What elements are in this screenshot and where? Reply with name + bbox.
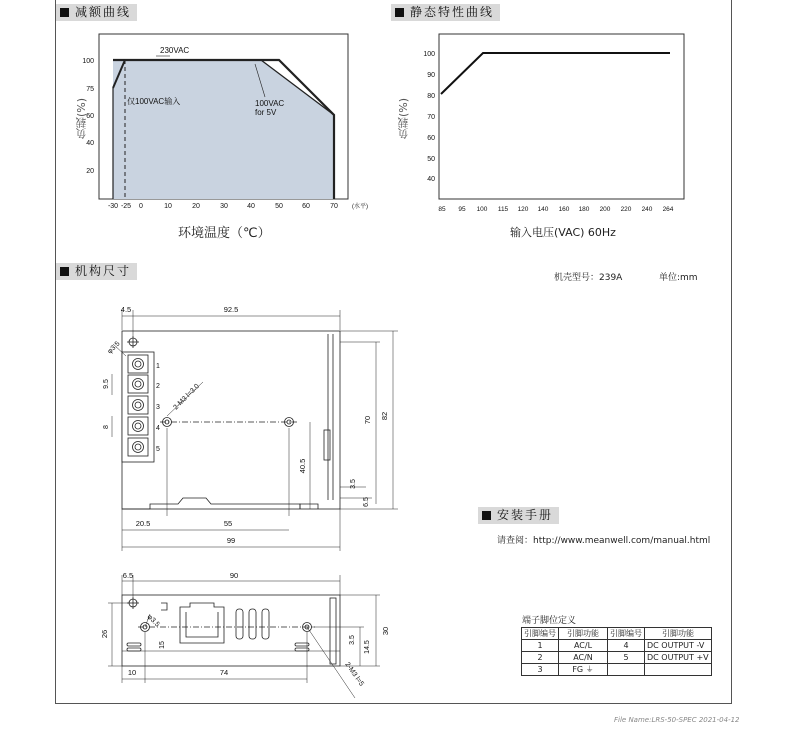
y-tick-label: 75 [86, 86, 94, 93]
dim-30: 30 [381, 626, 390, 636]
pin-5-label: 5 [156, 446, 160, 453]
x-tick-label: 50 [275, 203, 283, 210]
table-cell: 1 [522, 640, 559, 652]
install-title-text: 安装手册 [497, 508, 554, 522]
table-cell: AC/N [559, 652, 608, 664]
label-100vac: 100VAC [255, 99, 285, 108]
x-tick-label: -30 [107, 203, 119, 210]
vent-slot [262, 609, 269, 639]
derating-title-text: 减额曲线 [75, 5, 132, 19]
dim-55: 55 [223, 519, 233, 528]
x-tick-label: 264 [662, 206, 674, 213]
dim-3-5: 3.5 [350, 479, 357, 489]
side-outline [122, 595, 340, 666]
dim-82: 82 [380, 411, 389, 421]
x-tick-label: 10 [164, 203, 172, 210]
dim-74: 74 [219, 668, 229, 677]
dim-9-5: 9.5 [103, 379, 110, 389]
dim-40-5: 40.5 [298, 458, 307, 474]
vent-slot [127, 643, 141, 646]
dim-14-5: 14.5 [364, 640, 371, 654]
vent-slot [249, 609, 256, 639]
header-pin-no: 引脚编号 [608, 628, 645, 640]
y-tick-label: 100 [423, 51, 435, 58]
table-cell: FG ⏚ [559, 664, 608, 676]
vent-slot [236, 609, 243, 639]
static-title-text: 静态特性曲线 [410, 5, 495, 19]
pin-2-label: 2 [156, 383, 160, 390]
y-tick-label: 50 [427, 156, 435, 163]
x-tick-label: 100 [476, 206, 488, 213]
derating-chart [82, 34, 368, 210]
side-flange [330, 598, 336, 664]
chassis-outline [122, 331, 340, 509]
pin-4-label: 4 [156, 425, 160, 432]
label-230vac: 230VAC [160, 46, 190, 55]
x-tick-label: 115 [497, 206, 509, 213]
static-chart [423, 34, 684, 213]
x-tick-label: 140 [537, 206, 549, 213]
static-ylabel: 负载(%) [397, 98, 410, 140]
side-view-drawing [108, 575, 380, 698]
dim-10: 10 [127, 668, 137, 677]
table-cell: 4 [608, 640, 645, 652]
dim-90: 90 [229, 571, 239, 580]
derating-ylabel: 负载(%) [75, 98, 88, 140]
top-view-drawing [112, 310, 398, 551]
unit-label: 单位:mm [659, 273, 698, 283]
chassis-tab [122, 498, 300, 509]
label-100vac-only: 仅100VAC输入 [127, 97, 181, 106]
y-tick-label: 60 [427, 135, 435, 142]
case-label: 机壳型号：239A [554, 273, 623, 283]
y-tick-label: 60 [86, 113, 94, 120]
x-tick-label: 30 [220, 203, 228, 210]
x-tick-label: 60 [302, 203, 310, 210]
table-cell: 5 [608, 652, 645, 664]
vent-slot [127, 648, 141, 651]
y-tick-label: 40 [427, 176, 435, 183]
static-xlabel: 输入电压(VAC) 60Hz [510, 226, 616, 239]
label-for-5v: for 5V [255, 108, 277, 117]
y-tick-label: 80 [427, 93, 435, 100]
table-cell: DC OUTPUT +V [645, 652, 712, 664]
switch-inner [186, 612, 218, 637]
x-tick-label: 70 [330, 203, 338, 210]
header-pin-no: 引脚编号 [522, 628, 559, 640]
dim-70: 70 [363, 415, 372, 425]
dim-4-5: 4.5 [120, 305, 132, 314]
y-tick-label: 70 [427, 114, 435, 121]
terminal-title: 端子脚位定义 [522, 616, 577, 626]
table-cell: 2 [522, 652, 559, 664]
x-tick-label: 220 [620, 206, 632, 213]
table-cell: AC/L [559, 640, 608, 652]
x-tick-label: 240 [641, 206, 653, 213]
terminal-block [122, 352, 154, 462]
x-tick-label: 95 [458, 206, 466, 213]
dim-99: 99 [226, 536, 236, 545]
y-tick-label: 40 [86, 140, 94, 147]
x-tick-label: 85 [438, 206, 446, 213]
dim-3-5-side: 3.5 [349, 635, 356, 645]
pin-3-label: 3 [156, 404, 160, 411]
x-tick-label: 20 [192, 203, 200, 210]
mech-title-text: 机构尺寸 [75, 264, 132, 278]
chassis-tab [300, 504, 318, 509]
side-view-labels [100, 571, 390, 688]
x-tick-label: 120 [517, 206, 529, 213]
dim-92-5: 92.5 [223, 305, 239, 314]
x-tick-label: 180 [578, 206, 590, 213]
y-tick-label: 90 [427, 72, 435, 79]
header-pin-func: 引脚功能 [645, 628, 712, 640]
manual-url[interactable]: 请查阅：http://www.meanwell.com/manual.html [497, 536, 711, 546]
pin-1-label: 1 [156, 363, 160, 370]
x-tick-label: 160 [558, 206, 570, 213]
y-tick-label: 100 [82, 58, 94, 65]
x-tick-label: 0 [139, 203, 143, 210]
dim-26: 26 [100, 629, 109, 639]
x-tick-label: 40 [247, 203, 255, 210]
x-tick-label: 200 [599, 206, 611, 213]
dim-hole-dia-side: φ3.5 [145, 613, 161, 629]
chassis-notch [324, 430, 330, 460]
dim-6-5: 6.5 [363, 497, 370, 507]
dim-6-5-side: 6.5 [122, 571, 134, 580]
d-marker [161, 603, 167, 610]
table-cell: 3 [522, 664, 559, 676]
table-cell: DC OUTPUT -V [645, 640, 712, 652]
dim-15: 15 [159, 641, 166, 649]
x-tick-label: -25 [120, 203, 132, 210]
dim-hole-dia: φ3.5 [106, 340, 122, 356]
x-unit-label: (水平) [352, 204, 368, 210]
dim-screw-top: 2-M3 l=3.0 [172, 382, 201, 412]
dim-8: 8 [103, 425, 110, 429]
footer-filename: File Name:LRS-50-SPEC 2021-04-12 [614, 716, 740, 724]
dim-screw-side: 2-M3 l=5 [343, 661, 365, 688]
y-tick-label: 20 [86, 168, 94, 175]
header-pin-func: 引脚功能 [559, 628, 608, 640]
dim-20-5: 20.5 [135, 519, 151, 528]
derating-xlabel: 环境温度（℃） [178, 226, 271, 241]
